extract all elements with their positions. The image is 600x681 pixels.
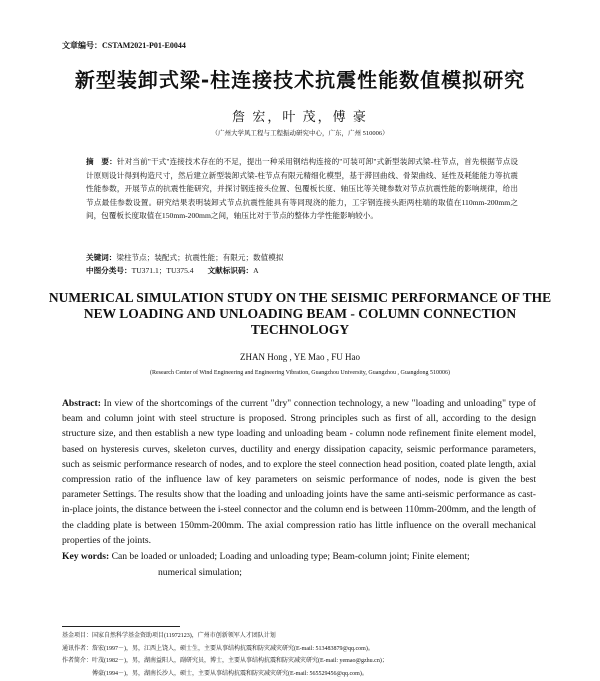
- footnote-corresponding-author: 通讯作者：詹宏(1997－)，男，江西上饶人，硕士生，主要从事结构抗震和防灾减灾研究(E-mail: 513483879@qq.com)。: [62, 645, 374, 652]
- chinese-title: 新型装卸式梁-柱连接技术抗震性能数值模拟研究: [74, 68, 526, 92]
- english-keywords-label: Key words:: [62, 551, 110, 562]
- clc-value: TU371.1；TU375.4: [131, 266, 194, 275]
- english-title: NUMERICAL SIMULATION STUDY ON THE SEISMIC PERFORMANCE OF THE NEW LOADING AND UNLOADING BEAM - COLUMN CONNECTION TECHNOLOGY: [48, 290, 552, 337]
- article-number: 文章编号：CSTAM2021-P01-E0044: [62, 41, 186, 50]
- chinese-keywords-label: 关键词：: [86, 253, 117, 262]
- doc-code-value: A: [253, 266, 259, 275]
- footnote-author-bio: 作者简介：叶茂(1982－)，男，湖南益阳人，副研究员，博士，主要从事结构抗震和防灾减灾研究(E-mail: yemao@gzhu.cn)；: [62, 658, 388, 664]
- doc-code-label: 文献标识码：: [207, 266, 254, 275]
- footnote-author-bio-continued: 傅豪(1994－)，男，湖南长沙人，硕士，主要从事结构抗震和防灾减灾研究(E-mail: 565529456@qq.com)。: [92, 670, 368, 677]
- english-authors: ZHAN Hong , YE Mao , FU Hao: [240, 352, 360, 362]
- chinese-abstract-text: 针对当前"干式"连接技术存在的不足，提出一种采用钢结构连接的"可装可卸"式新型装卸式梁-柱节点，首先根据节点设计原则设计得到构造尺寸，然后建立新型装卸式梁-柱节点有限元精细化模型，基于滞回曲线、骨架曲线、延性及耗能能力等抗震性能参数，开展节点的抗震性能研究，并探讨钢连接头位置、包覆板长度、轴压比等关键参数对节点抗震性能的影响规律，给出节点最佳参数设置。研究结果表明装卸式节点抗震性能具有等同现浇的能力，工字钢连接头距两柱端的取值在110mm-200mm之间，包覆板长度取值在150mm-200mm之间，轴压比对于节点的整体力学性能影响较小。: [86, 157, 519, 221]
- chinese-abstract: [86, 155, 518, 223]
- chinese-keywords: [86, 251, 518, 264]
- classification-line: [86, 264, 259, 277]
- english-affiliation: (Research Center of Wind Engineering and Engineering Vibration, Guangzhou University, Guangzhou , Guangdong 510006): [149, 370, 451, 376]
- chinese-affiliation: （广州大学风工程与工程振动研究中心，广东，广州 510006）: [211, 130, 389, 137]
- chinese-abstract-label: 摘 要：: [86, 157, 117, 166]
- english-keywords-line2: numerical simulation;: [158, 567, 242, 578]
- english-abstract: [62, 396, 536, 548]
- footnote-funding: 基金项目：国家自然科学基金资助项目(11972123)，广州市创新领军人才团队计划: [62, 633, 276, 639]
- clc-label: 中图分类号：: [86, 266, 132, 275]
- english-abstract-text: In view of the shortcomings of the current "dry" connection technology, a new "loading and unloading" type of beam and column joint with steel structure is proposed. Strong principles such as first of all, according to the design structure size, and then establish a new type loading and unloading beam - column node refinement finite element model, based on hysteresis curves, skeleton curves, ductility and energy dissipation capacity, seismic performance parameters, such as seismic performance research of nodes, and to explore the steel connection head position, coated plate length, axial compression ratio of the influence law of key parameters on seismic performance of nodes, node is given the best parameter Settings. The results show that the loading and unloading joints have the same anti-seismic performance as cast-in-place joints, the distance between the i-steel connector and the column end is between 110mm-200mm, and the length of the cladding plate is between 150mm-200mm. The axial compression ratio has little influence on the overall mechanical properties of the joints.: [62, 398, 536, 546]
- footnotes: [62, 630, 542, 680]
- english-keywords: [62, 549, 536, 581]
- english-abstract-label: Abstract:: [62, 398, 101, 409]
- chinese-authors: 詹 宏，叶 茂，傅 豪: [232, 109, 368, 124]
- chinese-keywords-text: 梁柱节点；装配式；抗震性能；有限元；数值模拟: [116, 253, 284, 262]
- english-keywords-line1: Can be loaded or unloaded; Loading and unloading type; Beam-column joint; Finite element;: [111, 551, 470, 562]
- footnote-divider: [62, 626, 180, 627]
